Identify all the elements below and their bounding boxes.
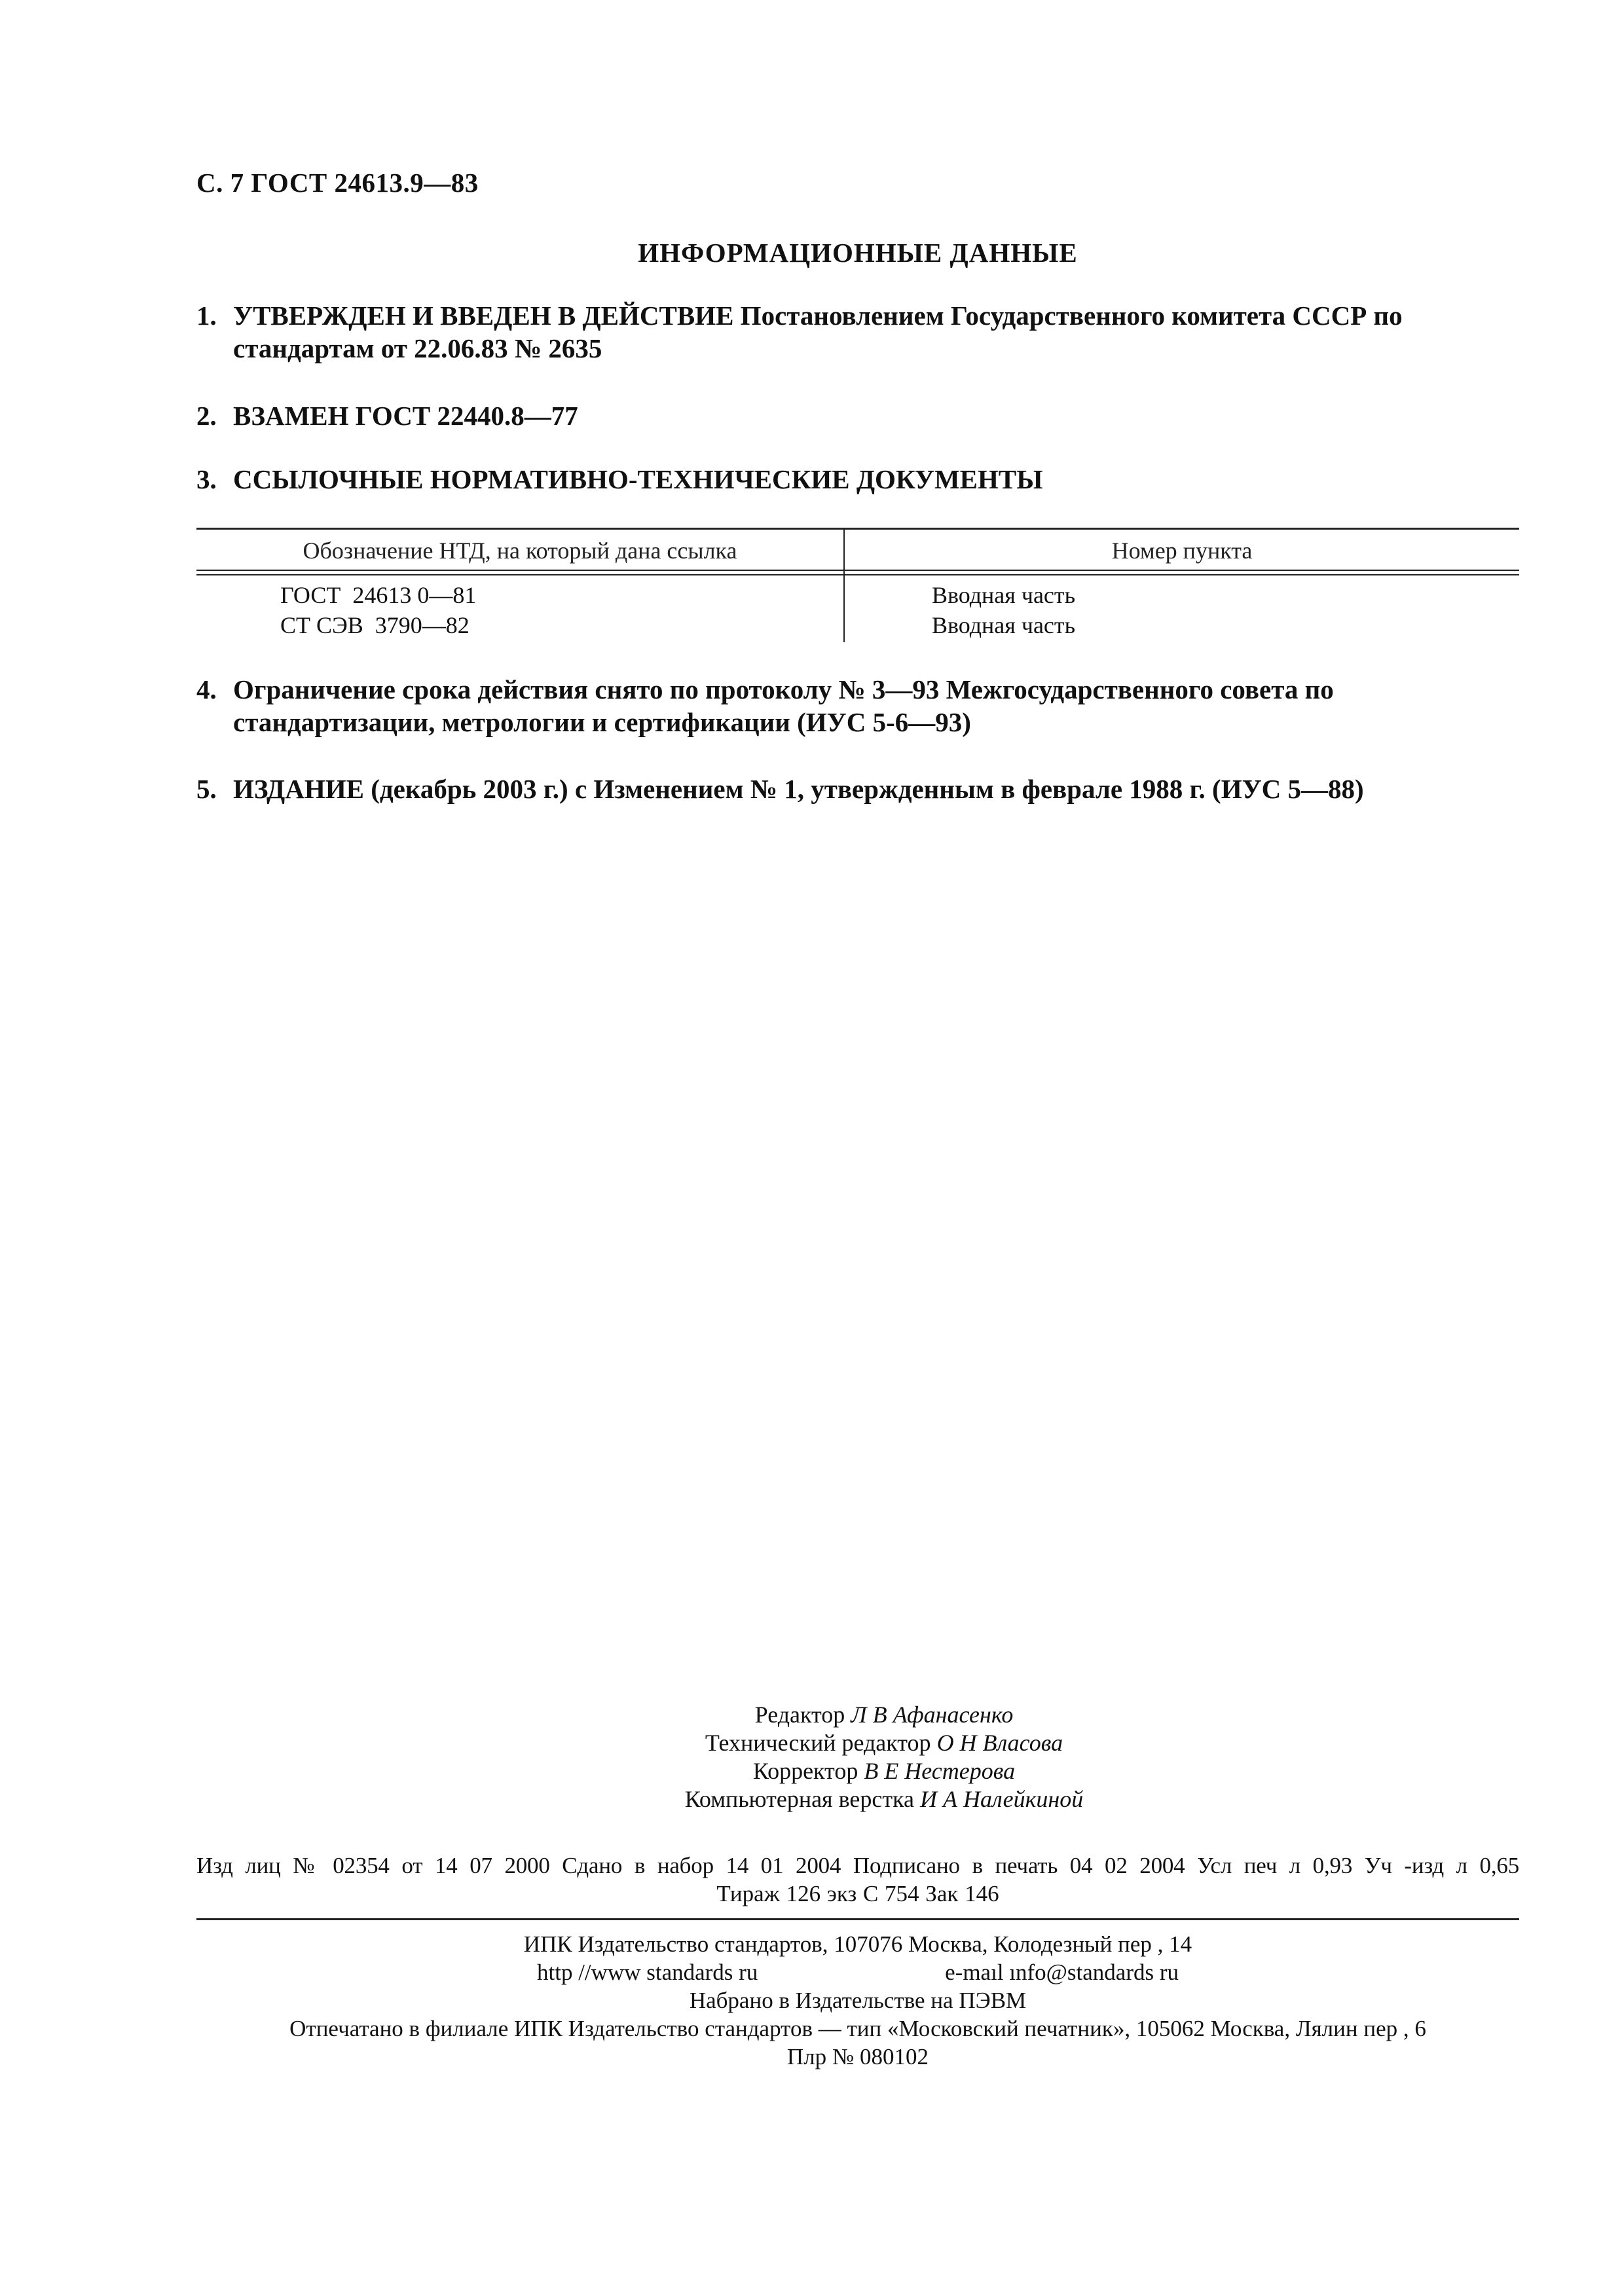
publisher-website: http //www standards ru: [537, 1959, 758, 1985]
imprint-line-2: Тираж 126 экз С 754 Зак 146: [716, 1881, 999, 1906]
info-item-2: [196, 399, 1506, 432]
credit-label: Компьютерная верстка: [684, 1786, 915, 1812]
table-header-clause: Номер пункта: [1111, 538, 1253, 564]
item-text: ИЗДАНИЕ (декабрь 2003 г.) с Изменением № 1, утвержденным в феврале 1988 г. (ИУС 5—88): [233, 774, 1364, 804]
publisher-block: [196, 1930, 1519, 2071]
credit-name: О Н Власова: [936, 1730, 1063, 1756]
imprint-rule: [196, 1918, 1519, 1920]
imprint-line-1: Изд лиц № 02354 от 14 07 2000 Сдано в набор 14 01 2004 Подписано в печать 04 02 2004 Усл печ л 0,93 Уч -изд л 0,65: [196, 1853, 1519, 1878]
info-item-4: [196, 673, 1506, 738]
credit-label: Технический редактор: [705, 1730, 931, 1756]
credit-corrector: [458, 1757, 1310, 1785]
credit-label: Корректор: [752, 1758, 858, 1784]
credit-tech-editor: [458, 1729, 1310, 1757]
item-text: ВЗАМЕН ГОСТ 22440.8—77: [233, 401, 578, 431]
table-cell-designation: ГОСТ 24613 0—81: [280, 582, 477, 608]
imprint-block: [196, 1851, 1519, 1908]
publisher-email: e-maıl ınfo@standards ru: [945, 1959, 1179, 1985]
table-row: [196, 611, 1519, 642]
table-cell-designation: СТ СЭВ 3790—82: [280, 612, 470, 638]
section-title: ИНФОРМАЦИОННЫЕ ДАННЫЕ: [638, 238, 1078, 268]
publisher-address: ИПК Издательство стандартов, 107076 Москва, Колодезный пер , 14: [523, 1931, 1192, 1957]
item-text: Ограничение срока действия снято по протоколу № 3—93 Межгосударственного совета по стандартизации, метрологии и сертификации (ИУС 5-6—93): [233, 674, 1334, 737]
credits-block: [458, 1701, 1310, 1813]
publisher-web-row: [537, 1958, 1179, 1986]
credit-editor: [458, 1701, 1310, 1729]
credit-name: Л В Афанасенко: [851, 1702, 1014, 1728]
page-header: С. 7 ГОСТ 24613.9—83: [196, 168, 479, 198]
table-row: [196, 581, 1519, 611]
table-cell-clause: Вводная часть: [932, 582, 1076, 608]
credit-name: И А Налейкиной: [920, 1786, 1084, 1812]
publisher-plr: Плр № 080102: [786, 2044, 929, 2069]
info-item-3: [196, 463, 1506, 496]
publisher-typeset: Набрано в Издательстве на ПЭВМ: [689, 1988, 1027, 2013]
reference-table: [196, 528, 1519, 642]
publisher-contacts: [196, 1958, 1519, 1986]
item-number: 4.: [196, 674, 217, 704]
credit-label: Редактор: [754, 1702, 845, 1728]
table-header-rule: [196, 570, 1519, 571]
item-text: ССЫЛОЧНЫЕ НОРМАТИВНО-ТЕХНИЧЕСКИЕ ДОКУМЕНТЫ: [233, 464, 1043, 494]
table-body: [196, 581, 1519, 642]
item-number: 1.: [196, 301, 217, 331]
credit-name: В Е Нестерова: [864, 1758, 1016, 1784]
item-text: УТВЕРЖДЕН И ВВЕДЕН В ДЕЙСТВИЕ Постановлением Государственного комитета СССР по стандартам от 22.06.83 № 2635: [233, 301, 1403, 363]
info-item-5: [196, 773, 1506, 805]
item-number: 3.: [196, 464, 217, 494]
item-number: 5.: [196, 774, 217, 804]
credit-layout: [458, 1785, 1310, 1813]
info-item-1: [196, 299, 1506, 365]
item-number: 2.: [196, 401, 217, 431]
table-cell-clause: Вводная часть: [932, 612, 1076, 638]
table-top-rule: [196, 528, 1519, 530]
table-header-designation: Обозначение НТД, на который дана ссылка: [303, 538, 737, 564]
table-header-rule-double: [196, 574, 1519, 575]
publisher-printed: Отпечатано в филиале ИПК Издательство стандартов — тип «Московский печатник», 105062 Москва, Лялин пер , 6: [289, 2016, 1426, 2041]
